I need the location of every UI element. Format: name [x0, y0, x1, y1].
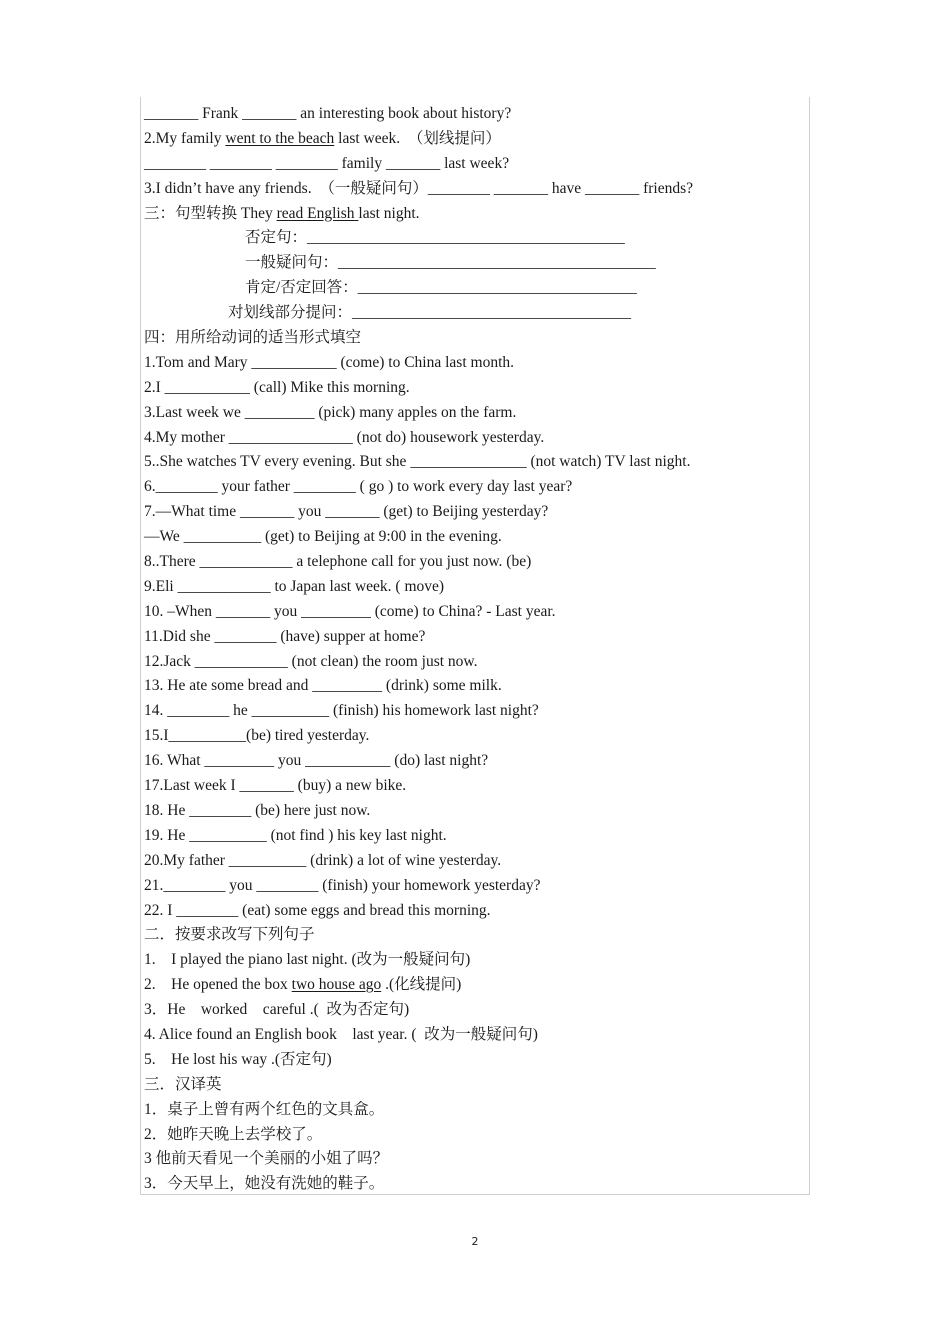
question-line: 4.My mother ________________ (not do) housework yesterday. [144, 428, 545, 446]
text-segment: 三：句型转换 They [144, 204, 277, 222]
text-segment: last night. [358, 204, 420, 222]
question-line: 12.Jack ____________ (not clean) the room just now. [144, 652, 478, 670]
underlined-phrase: read English [276, 204, 359, 222]
section-heading: 三．汉译英 [144, 1075, 222, 1093]
text-segment: .(化线提问) [381, 976, 462, 994]
section-heading: 二．按要求改写下列句子 [144, 926, 315, 944]
text-segment: 2.My family [144, 129, 226, 147]
question-line: 22. I ________ (eat) some eggs and bread this morning. [144, 901, 491, 919]
question-line: 17.Last week I _______ (buy) a new bike. [144, 777, 407, 795]
question-line: ________ ________ ________ family _______ last week? [144, 154, 510, 172]
question-line: 5..She watches TV every evening. But she _______________ (not watch) TV last night. [144, 453, 691, 471]
section-heading [144, 202, 804, 227]
answer-form-line: 肯定/否定回答：____________________________________ [245, 279, 637, 297]
question-line: 3．He worked careful .( 改为否定句) [144, 1001, 410, 1019]
section-heading: 四：用所给动词的适当形式填空 [144, 329, 362, 347]
question-line: 9.Eli ____________ to Japan last week. ( move) [144, 577, 445, 595]
question-line: 2.I ___________ (call) Mike this morning. [144, 378, 410, 396]
question-line: 1．桌子上曾有两个红色的文具盒。 [144, 1100, 385, 1118]
underlined-phrase: two house ago [291, 976, 382, 994]
question-line: 1.Tom and Mary ___________ (come) to China last month. [144, 353, 515, 371]
question-line: 15.I__________(be) tired yesterday. [144, 727, 370, 745]
text-segment: last week. （划线提问） [334, 129, 501, 147]
question-line: 8..There ____________ a telephone call for you just now. (be) [144, 553, 532, 571]
question-line: 5. He lost his way .(否定句) [144, 1050, 332, 1068]
question-line: 4. Alice found an English book last year. ( 改为一般疑问句) [144, 1025, 538, 1043]
question-line: 1. I played the piano last night. (改为一般疑问句) [144, 951, 471, 969]
text-segment: 2. He opened the box [144, 976, 292, 994]
negative-form-line: 否定句：_________________________________________ [245, 229, 625, 247]
question-line: 16. What _________ you ___________ (do) last night? [144, 752, 489, 770]
question-line: _______ Frank _______ an interesting book about history? [144, 105, 512, 122]
question-line: 3.Last week we _________ (pick) many apples on the farm. [144, 403, 517, 421]
question-line: 3 他前天看见一个美丽的小姐了吗？ [144, 1150, 389, 1168]
question-line [144, 973, 804, 998]
question-line: 20.My father __________ (drink) a lot of wine yesterday. [144, 851, 502, 869]
question-line: 10. –When _______ you _________ (come) to China? - Last year. [144, 602, 556, 620]
question-line: —We __________ (get) to Beijing at 9:00 in the evening. [144, 528, 502, 546]
question-line: 6.________ your father ________ ( go ) to work every day last year? [144, 478, 573, 496]
question-line: 19. He __________ (not find ) his key last night. [144, 826, 447, 844]
question-line [144, 127, 804, 152]
question-line: 14. ________ he __________ (finish) his homework last night? [144, 702, 539, 720]
question-line: 2．她昨天晚上去学校了。 [144, 1125, 323, 1143]
worksheet-content [144, 102, 804, 1197]
question-line: 7.—What time _______ you _______ (get) to Beijing yesterday? [144, 503, 549, 521]
question-line: 21.________ you ________ (finish) your homework yesterday? [144, 876, 541, 894]
question-line: 3．今天早上，她没有洗她的鞋子。 [144, 1175, 385, 1193]
underlined-phrase: went to the beach [225, 129, 335, 147]
question-line: 13. He ate some bread and _________ (drink) some milk. [144, 677, 502, 695]
question-line: 18. He ________ (be) here just now. [144, 801, 371, 819]
page-number: 2 [471, 1235, 479, 1248]
underline-question-line: 对划线部分提问：____________________________________ [228, 304, 632, 322]
question-line: 3.I didn’t have any friends. （一般疑问句）________ _______ have _______ friends? [144, 179, 694, 197]
question-form-line: 一般疑问句：_________________________________________ [245, 254, 656, 272]
question-line: 11.Did she ________ (have) supper at home? [144, 627, 426, 645]
